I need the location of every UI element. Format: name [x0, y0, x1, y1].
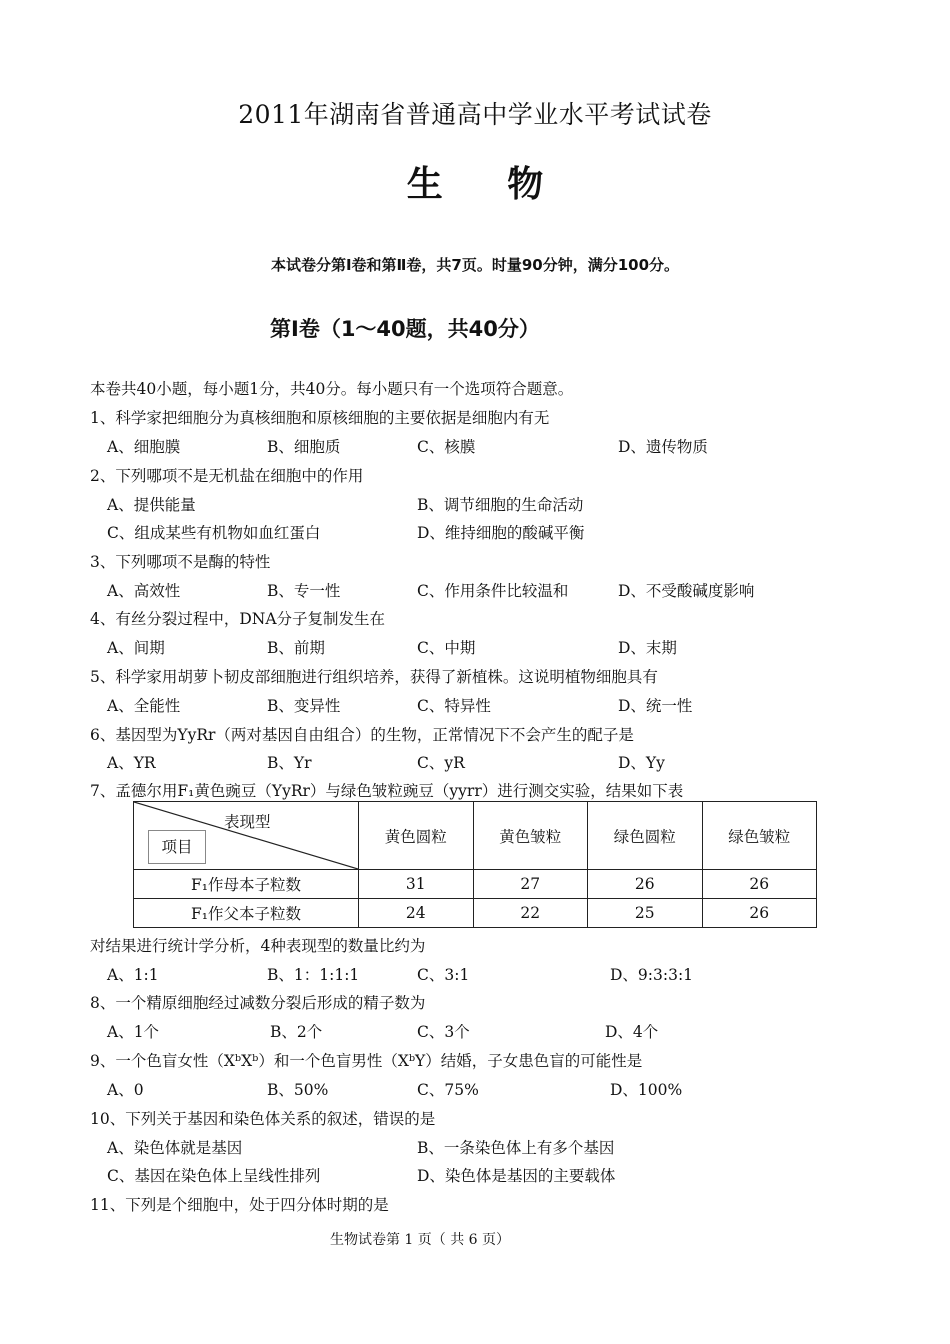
question-stem: 6、基因型为YyRr（两对基因自由组合）的生物，正常情况下不会产生的配子是	[90, 726, 634, 744]
option: D、Yy	[618, 754, 665, 772]
page-footer: 生物试卷第 1 页（ 共 6 页）	[329, 1232, 511, 1248]
table-cell: 27	[473, 870, 588, 899]
option: B、前期	[267, 639, 325, 657]
table-header: 绿色皱粒	[702, 802, 817, 870]
option: D、染色体是基因的主要载体	[417, 1167, 616, 1185]
option: C、核膜	[417, 438, 476, 456]
option: D、末期	[618, 639, 677, 657]
column-group-label: 表现型	[224, 813, 271, 831]
question-stem: 10、下列关于基因和染色体关系的叙述，错误的是	[90, 1110, 436, 1128]
subject-title: 生 物	[406, 163, 570, 205]
option: B、50%	[267, 1081, 329, 1099]
question-stem: 4、有丝分裂过程中，DNA分子复制发生在	[90, 610, 386, 628]
option: A、0	[107, 1081, 144, 1099]
option: A、1个	[107, 1023, 160, 1041]
table-header: 黄色皱粒	[473, 802, 588, 870]
option: C、中期	[417, 639, 476, 657]
option: D、统一性	[618, 697, 693, 715]
option: C、作用条件比较温和	[417, 582, 569, 600]
table-cell: 26	[588, 870, 703, 899]
row-group-label: 项目	[148, 830, 206, 864]
option: C、3个	[417, 1023, 470, 1041]
question-stem: 5、科学家用胡萝卜韧皮部细胞进行组织培养，获得了新植株。这说明植物细胞具有	[90, 668, 658, 686]
question-stem: 9、一个色盲女性（XᵇXᵇ）和一个色盲男性（XᵇY）结婚，子女患色盲的可能性是	[90, 1052, 643, 1070]
table-cell: 25	[588, 899, 703, 928]
row-label: F₁作父本子粒数	[134, 899, 359, 928]
table-cell: 24	[359, 899, 474, 928]
option: A、高效性	[107, 582, 181, 600]
table-cell: 26	[702, 870, 817, 899]
option: A、间期	[107, 639, 165, 657]
question-stem: 8、一个精原细胞经过减数分裂后形成的精子数为	[90, 994, 426, 1012]
option: A、1:1	[107, 966, 159, 984]
question-stem: 7、孟德尔用F₁黄色豌豆（YyRr）与绿色皱粒豌豆（yyrr）进行测交实验，结果如下表	[90, 782, 684, 800]
option: C、基因在染色体上呈线性排列	[107, 1167, 321, 1185]
exam-info: 本试卷分第Ⅰ卷和第Ⅱ卷，共7页。时量90分钟，满分100分。	[270, 256, 680, 274]
table-header: 绿色圆粒	[588, 802, 703, 870]
option: B、2个	[270, 1023, 323, 1041]
option: B、调节细胞的生命活动	[417, 496, 584, 514]
table-corner-cell	[134, 802, 359, 870]
instructions: 本卷共40小题，每小题1分，共40分。每小题只有一个选项符合题意。	[90, 380, 574, 398]
table-cell: 26	[702, 899, 817, 928]
table-cell: 31	[359, 870, 474, 899]
option: D、100%	[610, 1081, 683, 1099]
row-label: F₁作母本子粒数	[134, 870, 359, 899]
option: D、维持细胞的酸碱平衡	[417, 524, 585, 542]
option: B、专一性	[267, 582, 341, 600]
option: C、组成某些有机物如血红蛋白	[107, 524, 321, 542]
option: D、遗传物质	[618, 438, 708, 456]
question-stem: 3、下列哪项不是酶的特性	[90, 553, 271, 571]
question-stem: 11、下列是个细胞中，处于四分体时期的是	[90, 1196, 389, 1214]
option: C、3:1	[417, 966, 470, 984]
exam-title: 2011年湖南省普通高中学业水平考试试卷	[238, 100, 712, 129]
table-cell: 22	[473, 899, 588, 928]
table-row	[134, 899, 817, 928]
table-row	[134, 870, 817, 899]
option: A、提供能量	[107, 496, 196, 514]
option: C、yR	[417, 754, 465, 772]
option: B、1：1:1:1	[267, 966, 360, 984]
results-table	[133, 801, 817, 928]
option: A、全能性	[107, 697, 181, 715]
option: A、细胞膜	[107, 438, 181, 456]
option: A、染色体就是基因	[107, 1139, 243, 1157]
question-stem: 1、科学家把细胞分为真核细胞和原核细胞的主要依据是细胞内有无	[90, 409, 550, 427]
option: B、Yr	[267, 754, 312, 772]
option: D、不受酸碱度影响	[618, 582, 755, 600]
table-header: 黄色圆粒	[359, 802, 474, 870]
option: D、9:3:3:1	[610, 966, 694, 984]
option: B、细胞质	[267, 438, 341, 456]
option: D、4个	[605, 1023, 659, 1041]
option: B、一条染色体上有多个基因	[417, 1139, 615, 1157]
option: A、YR	[107, 754, 156, 772]
question-stem: 对结果进行统计学分析，4种表现型的数量比约为	[90, 937, 426, 955]
option: C、75%	[417, 1081, 479, 1099]
option: B、变异性	[267, 697, 341, 715]
option: C、特异性	[417, 697, 491, 715]
section-title: 第Ⅰ卷（1～40题，共40分）	[270, 317, 540, 341]
question-stem: 2、下列哪项不是无机盐在细胞中的作用	[90, 467, 364, 485]
